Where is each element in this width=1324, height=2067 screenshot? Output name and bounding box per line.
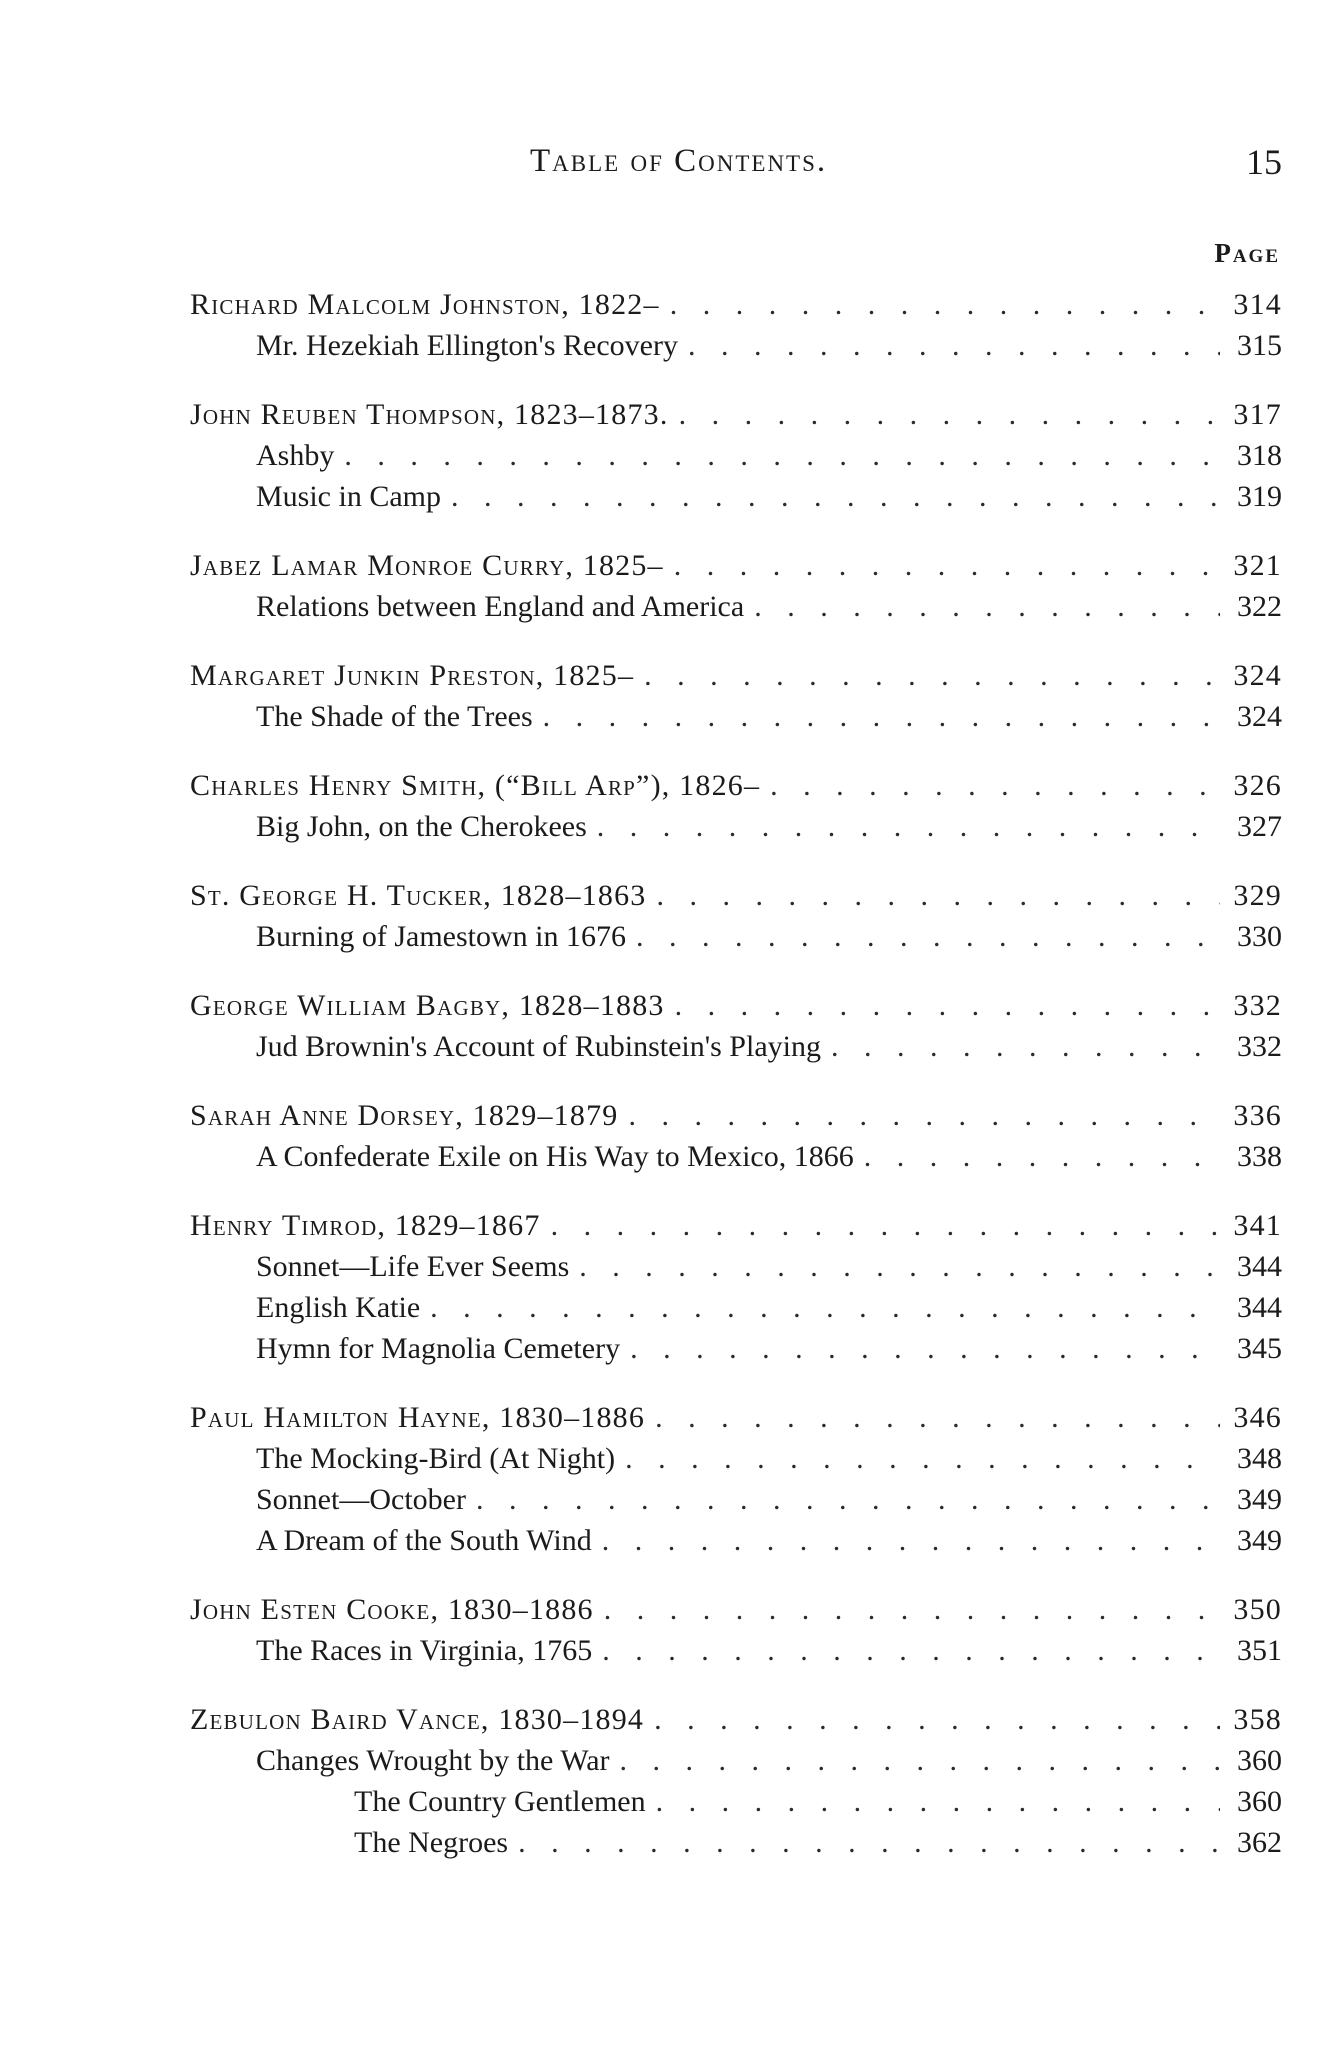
dot-leader: [831, 1026, 1220, 1067]
author-page-number: 358: [1233, 1703, 1282, 1736]
dot-leader: [551, 1205, 1220, 1246]
toc-author-row: [190, 1397, 1282, 1438]
sub-title: The Negroes: [354, 1826, 509, 1859]
dot-leader: [644, 655, 1220, 696]
sub-title: The Country Gentlemen: [354, 1785, 646, 1818]
work-page-number: 324: [1237, 700, 1282, 733]
work-title: Relations between England and America: [256, 590, 745, 623]
dot-leader: [670, 284, 1220, 325]
toc-work-row: [190, 1438, 1282, 1479]
toc-work-row: [190, 1328, 1282, 1369]
work-page-number: 330: [1237, 920, 1282, 953]
work-page-number: 338: [1237, 1140, 1282, 1173]
toc-work-row: [190, 1026, 1282, 1067]
toc-author-row: [190, 765, 1282, 806]
dot-leader: [754, 586, 1220, 627]
toc-work-row: [190, 325, 1282, 366]
toc-author-row: [190, 545, 1282, 586]
author-title: Henry Timrod, 1829–1867: [190, 1209, 541, 1242]
toc-author-row: [190, 655, 1282, 696]
toc-work-row: [190, 1246, 1282, 1287]
toc-section: [190, 1205, 1282, 1369]
toc-author-row: [190, 875, 1282, 916]
toc-section: [190, 545, 1282, 627]
running-head: [0, 143, 1324, 193]
dot-leader: [344, 435, 1220, 476]
running-title: Table of Contents.: [530, 143, 828, 179]
dot-leader: [770, 765, 1220, 806]
author-title: Charles Henry Smith, (“Bill Arp”), 1826–: [190, 769, 761, 802]
toc-work-row: [190, 1479, 1282, 1520]
sub-page-number: 360: [1237, 1785, 1282, 1818]
dot-leader: [602, 1520, 1220, 1561]
work-title: Mr. Hezekiah Ellington's Recovery: [256, 329, 678, 362]
toc-author-row: [190, 1095, 1282, 1136]
toc-work-row: [190, 916, 1282, 957]
author-title: John Esten Cooke, 1830–1886: [190, 1593, 594, 1626]
dot-leader: [636, 916, 1220, 957]
author-title: George William Bagby, 1828–1883: [190, 989, 665, 1022]
dot-leader: [654, 1699, 1220, 1740]
toc-section: [190, 1397, 1282, 1561]
work-page-number: 318: [1237, 439, 1282, 472]
author-page-number: 326: [1233, 769, 1282, 802]
dot-leader: [430, 1287, 1220, 1328]
author-title: John Reuben Thompson, 1823–1873.: [190, 398, 669, 431]
toc-work-row: [190, 1520, 1282, 1561]
toc-work-row: [190, 1740, 1282, 1781]
dot-leader: [602, 1630, 1220, 1671]
dot-leader: [604, 1589, 1220, 1630]
dot-leader: [655, 1397, 1220, 1438]
dot-leader: [630, 1328, 1220, 1369]
toc-section: [190, 1589, 1282, 1671]
dot-leader: [625, 1438, 1220, 1479]
work-page-number: 319: [1237, 480, 1282, 513]
toc-author-row: [190, 284, 1282, 325]
table-of-contents: [190, 284, 1282, 1891]
author-page-number: 314: [1233, 288, 1282, 321]
author-title: Jabez Lamar Monroe Curry, 1825–: [190, 549, 664, 582]
toc-section: [190, 655, 1282, 737]
work-page-number: 345: [1237, 1332, 1282, 1365]
dot-leader: [864, 1136, 1220, 1177]
toc-sub-row: [190, 1781, 1282, 1822]
toc-section: [190, 875, 1282, 957]
author-page-number: 329: [1233, 879, 1282, 912]
work-title: Jud Brownin's Account of Rubinstein's Playing: [256, 1030, 821, 1063]
toc-work-row: [190, 586, 1282, 627]
dot-leader: [597, 806, 1220, 847]
dot-leader: [579, 1246, 1220, 1287]
dot-leader: [620, 1740, 1220, 1781]
work-page-number: 349: [1237, 1483, 1282, 1516]
toc-work-row: [190, 435, 1282, 476]
dot-leader: [656, 1781, 1220, 1822]
page-column-label: Page: [1214, 238, 1280, 268]
work-page-number: 351: [1237, 1634, 1282, 1667]
page-number: 15: [1246, 142, 1282, 182]
toc-section: [190, 765, 1282, 847]
toc-author-row: [190, 1589, 1282, 1630]
work-title: A Confederate Exile on His Way to Mexico, 1866: [256, 1140, 854, 1173]
dot-leader: [543, 696, 1220, 737]
work-title: The Races in Virginia, 1765: [256, 1634, 593, 1667]
work-page-number: 360: [1237, 1744, 1282, 1777]
author-page-number: 321: [1233, 549, 1282, 582]
toc-author-row: [190, 985, 1282, 1026]
author-title: Zebulon Baird Vance, 1830–1894: [190, 1703, 645, 1736]
sub-page-number: 362: [1237, 1826, 1282, 1859]
work-page-number: 322: [1237, 590, 1282, 623]
work-title: Changes Wrought by the War: [256, 1744, 610, 1777]
work-page-number: 332: [1237, 1030, 1282, 1063]
work-page-number: 349: [1237, 1524, 1282, 1557]
work-title: Ashby: [256, 439, 335, 472]
author-page-number: 336: [1233, 1099, 1282, 1132]
work-page-number: 344: [1237, 1250, 1282, 1283]
work-page-number: 327: [1237, 810, 1282, 843]
dot-leader: [628, 1095, 1220, 1136]
author-title: Richard Malcolm Johnston, 1822–: [190, 288, 660, 321]
author-title: Paul Hamilton Hayne, 1830–1886: [190, 1401, 646, 1434]
work-title: Burning of Jamestown in 1676: [256, 920, 626, 953]
dot-leader: [674, 545, 1220, 586]
author-page-number: 350: [1233, 1593, 1282, 1626]
toc-section: [190, 1095, 1282, 1177]
author-title: Sarah Anne Dorsey, 1829–1879: [190, 1099, 619, 1132]
author-page-number: 341: [1233, 1209, 1282, 1242]
work-title: Sonnet—October: [256, 1483, 466, 1516]
dot-leader: [675, 985, 1220, 1026]
work-title: The Mocking-Bird (At Night): [256, 1442, 616, 1475]
author-page-number: 332: [1233, 989, 1282, 1022]
dot-leader: [518, 1822, 1220, 1863]
dot-leader: [688, 325, 1220, 366]
toc-section: [190, 1699, 1282, 1863]
author-title: St. George H. Tucker, 1828–1863: [190, 879, 647, 912]
author-title: Margaret Junkin Preston, 1825–: [190, 659, 635, 692]
toc-work-row: [190, 1136, 1282, 1177]
toc-author-row: [190, 394, 1282, 435]
toc-section: [190, 284, 1282, 366]
work-page-number: 315: [1237, 329, 1282, 362]
toc-work-row: [190, 806, 1282, 847]
toc-section: [190, 985, 1282, 1067]
author-page-number: 346: [1233, 1401, 1282, 1434]
dot-leader: [476, 1479, 1220, 1520]
work-title: English Katie: [256, 1291, 421, 1324]
toc-work-row: [190, 696, 1282, 737]
work-title: Music in Camp: [256, 480, 441, 513]
dot-leader: [657, 875, 1221, 916]
author-page-number: 324: [1233, 659, 1282, 692]
work-page-number: 348: [1237, 1442, 1282, 1475]
dot-leader: [451, 476, 1220, 517]
work-page-number: 344: [1237, 1291, 1282, 1324]
work-title: The Shade of the Trees: [256, 700, 533, 733]
toc-section: [190, 394, 1282, 517]
work-title: Big John, on the Cherokees: [256, 810, 587, 843]
work-title: A Dream of the South Wind: [256, 1524, 592, 1557]
toc-work-row: [190, 1630, 1282, 1671]
dot-leader: [679, 394, 1220, 435]
toc-sub-row: [190, 1822, 1282, 1863]
toc-work-row: [190, 476, 1282, 517]
work-title: Hymn for Magnolia Cemetery: [256, 1332, 621, 1365]
toc-work-row: [190, 1287, 1282, 1328]
work-title: Sonnet—Life Ever Seems: [256, 1250, 570, 1283]
toc-author-row: [190, 1699, 1282, 1740]
toc-author-row: [190, 1205, 1282, 1246]
author-page-number: 317: [1233, 398, 1282, 431]
